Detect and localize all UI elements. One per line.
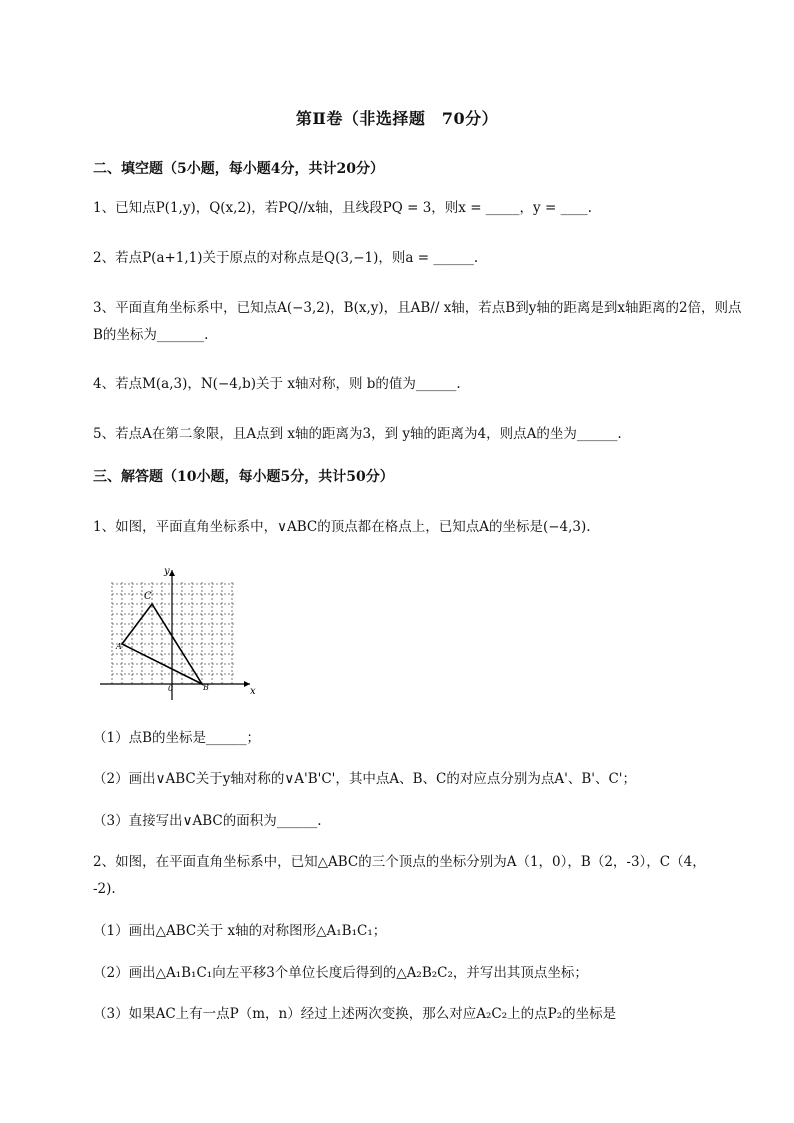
solve-question-1-part-2: （2）画出∨ABC关于y轴对称的∨A'B'C'，其中点A、B、C的对应点分别为点A'、B'、C'； bbox=[93, 771, 636, 787]
coordinate-grid-figure bbox=[98, 562, 268, 702]
fill-question-5: 5、若点A在第二象限，且A点到 x轴的距离为3，到 y轴的距离为4，则点A的坐为______. bbox=[93, 426, 622, 442]
solve-question-2-stem-line-2: -2). bbox=[93, 881, 116, 897]
point-b-label: B bbox=[203, 683, 209, 692]
fill-question-4: 4、若点M(a,3)，N(−4,b)关于 x轴对称，则 b的值为______. bbox=[93, 376, 461, 392]
x-axis-label: x bbox=[250, 686, 256, 697]
page-title: 第Ⅱ卷（非选择题 70分） bbox=[295, 109, 499, 128]
point-a-label: A bbox=[116, 642, 122, 651]
solve-question-2-stem-line-1: 2、如图，在平面直角坐标系中，已知△ABC的三个顶点的坐标分别为A（1，0），B（2，-3），C（4， bbox=[93, 854, 706, 870]
solve-question-2-part-3: （3）如果AC上有一点P（m，n）经过上述两次变换，那么对应A₂C₂上的点P₂的坐标是 bbox=[93, 1006, 617, 1022]
point-c-label: C bbox=[144, 591, 152, 602]
section-solve-heading: 三、解答题（10小题，每小题5分，共计50分） bbox=[93, 469, 394, 485]
solve-question-1-part-1: （1）点B的坐标是______； bbox=[93, 730, 261, 746]
solve-question-2-part-1: （1）画出△ABC关于 x轴的对称图形△A₁B₁C₁； bbox=[93, 923, 387, 939]
y-axis-label: y bbox=[164, 566, 170, 577]
fill-question-3: 3、平面直角坐标系中，已知点A(−3,2)，B(x,y)，且AB// x轴，若点B到y轴的距离是到x轴距离的2倍，则点B的坐标为_______. bbox=[93, 300, 742, 343]
fill-question-1: 1、已知点P(1,y)，Q(x,2)，若PQ//x轴，且线段PQ = 3，则x = _____，y = ____. bbox=[93, 200, 592, 216]
section-fill-in-heading: 二、填空题（5小题，每小题4分，共计20分） bbox=[93, 161, 384, 177]
y-axis-arrow-icon bbox=[169, 570, 175, 576]
fill-question-2: 2、若点P(a+1,1)关于原点的对称点是Q(3,−1)，则a = ______. bbox=[93, 250, 479, 266]
solve-question-1-part-3: （3）直接写出∨ABC的面积为______. bbox=[93, 813, 322, 829]
solve-question-2-part-2: （2）画出△A₁B₁C₁向左平移3个单位长度后得到的△A₂B₂C₂，并写出其顶点坐标； bbox=[93, 965, 588, 981]
solve-question-1-stem: 1、如图，平面直角坐标系中，∨ABC的顶点都在格点上，已知点A的坐标是(−4,3). bbox=[93, 519, 591, 535]
origin-label: 0 bbox=[168, 684, 174, 693]
